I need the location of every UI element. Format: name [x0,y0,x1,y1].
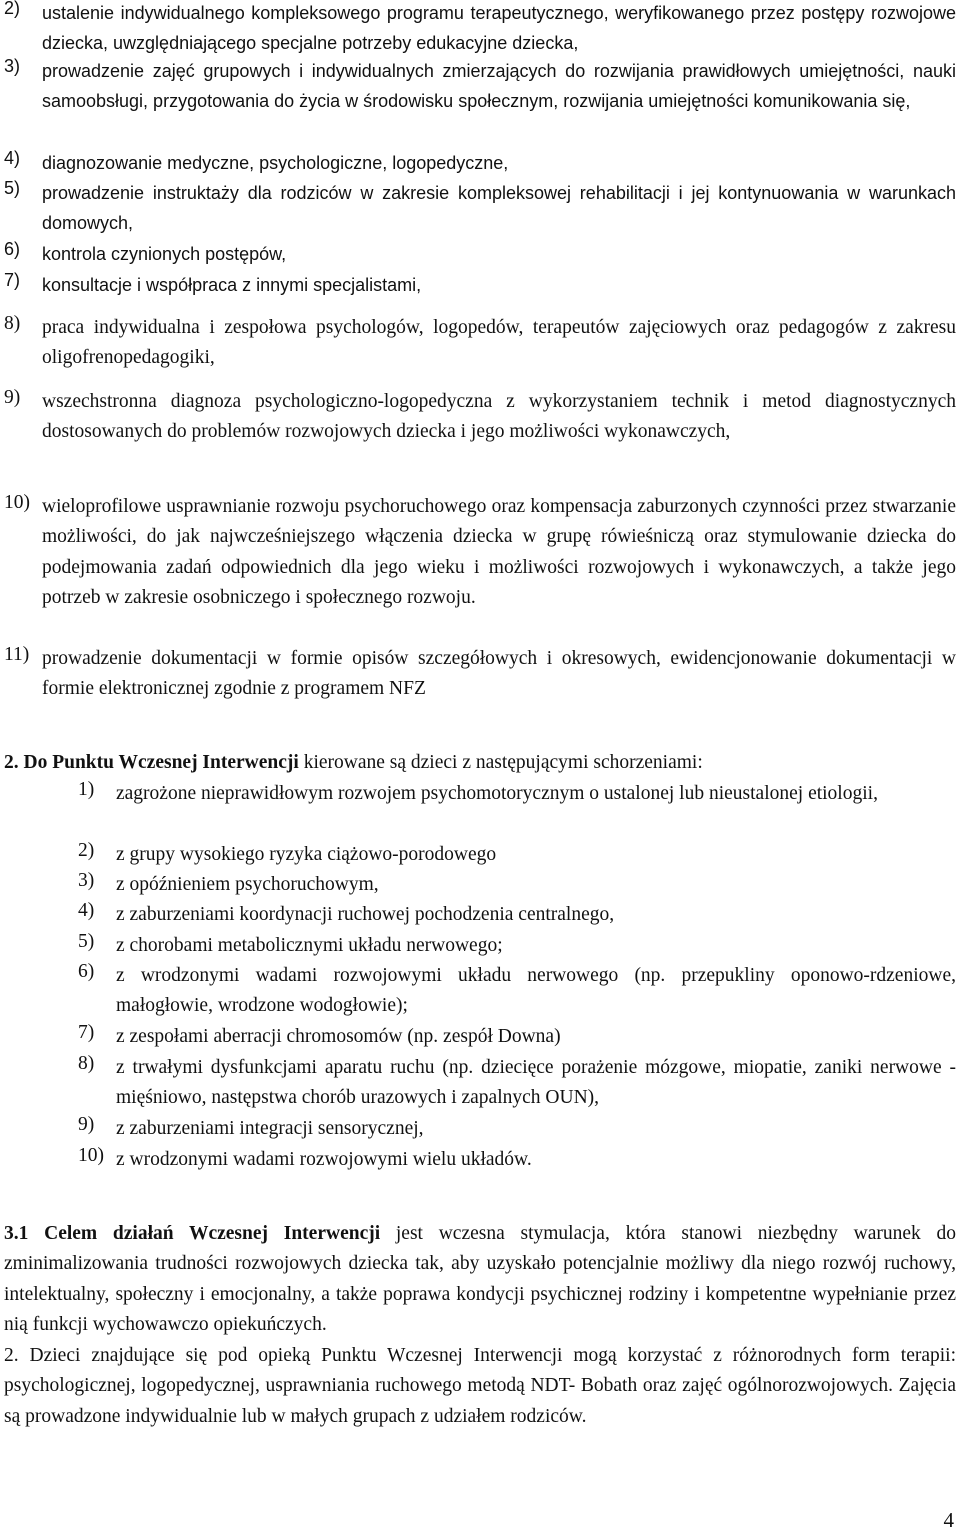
list-item [78,961,956,1022]
list-item-text: zagrożone nieprawidłowym rozwojem psychomotorycznym o ustalonej lub nieustalonej etiologii, [116,783,878,804]
list-item [78,840,956,870]
list-item-text: prowadzenie dokumentacji w formie opisów szczegółowych i okresowych, ewidencjonowanie dokumentacji w formie elektronicznej zgodnie z programem NFZ [42,648,956,700]
list-item [4,270,956,300]
list-item-text: praca indywidualna i zespołowa psychologów, logopedów, terapeutów zajęciowych oraz pedagogów z zakresu oligofrenopedagogiki, [42,317,956,369]
list-item [78,1022,956,1052]
list-item-text: z zaburzeniami integracji sensorycznej, [116,1118,424,1139]
list-item [4,148,956,178]
list-item [78,870,956,900]
list-item-text: z grupy wysokiego ryzyka ciążowo-porodowego [116,844,497,865]
list-item-number: 2) [4,0,21,18]
section3-paragraph-1-text: jest wczesna stymulacja, która stanowi niezbędny warunek do zminimalizowania trudności rozwojowych dziecka tak, aby uzyskało potencjalnie możliwy dla niego rozwój ruchowy, intelektualny, społeczny i emocjonalny, a także poprawa kondycji psychicznej rodziny i kompetentne wypełnianie przez nią funkcji wychowawczo opiekuńczych. [4,1223,957,1336]
list-item [4,0,956,59]
list-item-number: 3) [78,870,95,891]
list-item-number: 7) [4,270,21,290]
section2-heading-title: Do Punktu Wczesnej Interwencji [23,752,299,773]
section3-paragraph-2: 2. Dzieci znajdujące się pod opieką Punktu Wczesnej Interwencji mogą korzystać z różnorodnych form terapii: psychologicznej, logopedycznej, usprawniania ruchowego metodą NDT- Bobath oraz zajęć ogólnorozwojowych. Zajęcia są prowadzone indywidualnie lub w małych grupach z udziałem rodziców. [4,1345,956,1427]
list-item-text: ustalenie indywidualnego kompleksowego programu terapeutycznego, weryfikowanego przez postępy rozwojowe dziecka, uwzględniającego specjalne potrzeby edukacyjne dziecka, [42,3,956,54]
list-item-text: diagnozowanie medyczne, psychologiczne, logopedyczne, [42,153,509,173]
list-item [4,492,956,614]
list-item-number: 6) [4,239,21,259]
section2-heading-text: kierowane są dzieci z następującymi schorzeniami: [303,752,703,773]
list-item [78,1114,956,1144]
list-item-number: 10) [4,492,30,513]
list-item-text: kontrola czynionych postępów, [42,244,287,264]
list-item-text: z zespołami aberracji chromosomów (np. zespół Downa) [116,1026,561,1047]
section2-heading [4,748,956,778]
list-item-number: 4) [4,148,21,168]
list-item-number: 4) [78,900,95,921]
list-item-number: 3) [4,56,21,76]
list-item-text: z zaburzeniami koordynacji ruchowej pochodzenia centralnego, [116,904,615,925]
list-item-text: z opóźnieniem psychoruchowym, [116,874,379,895]
list-item [4,644,956,705]
list-item-text: z chorobami metabolicznymi układu nerwowego; [116,935,503,956]
list-item [78,1053,956,1114]
list-item-text: prowadzenie instruktaży dla rodziców w zakresie kompleksowej rehabilitacji i jej kontynuowania w warunkach domowych, [42,183,956,234]
list-item [78,1145,956,1175]
list-item-text: konsultacje i współpraca z innymi specjalistami, [42,275,422,295]
list-item-number: 7) [78,1022,95,1043]
list-item [4,387,956,448]
section2-heading-number: 2. [4,752,19,773]
section3-paragraph-1 [4,1219,956,1341]
list-item-number: 1) [78,779,95,800]
list-item-text: z wrodzonymi wadami rozwojowymi wielu układów. [116,1149,532,1170]
list-item-text: z wrodzonymi wadami rozwojowymi układu nerwowego (np. przepukliny oponowo-rdzeniowe, małogłowie, wrodzone wodogłowie); [116,965,956,1017]
list-item-number: 8) [78,1053,95,1074]
list-item-number: 2) [78,840,95,861]
section3-heading: 3.1 Celem działań Wczesnej Interwencji [4,1223,381,1244]
list-item-number: 11) [4,644,30,665]
list-item [78,779,956,809]
list-item [78,900,956,930]
page-number: 4 [943,1508,954,1532]
list-item [4,239,956,269]
list-item [4,56,956,117]
list-item-text: wszechstronna diagnoza psychologiczno-logopedyczna z wykorzystaniem technik i metod diagnostycznych dostosowanych do problemów rozwojowych dziecka i jego możliwości wykonawczych, [42,391,956,443]
list-item-number: 5) [4,178,21,198]
list-item [4,178,956,239]
list-item-number: 9) [78,1114,95,1135]
list-item-number: 10) [78,1145,104,1166]
list-item [78,931,956,961]
list-item-number: 5) [78,931,95,952]
list-item-text: prowadzenie zajęć grupowych i indywidualnych zmierzających do rozwijania prawidłowych umiejętności, nauki samoobsługi, przygotowania do życia w środowisku społecznym, rozwijania umiejętności komunikowania się, [42,61,956,112]
list-item-number: 8) [4,313,21,334]
list-item [4,313,956,374]
list-item-number: 6) [78,961,95,982]
list-item-text: wieloprofilowe usprawnianie rozwoju psychoruchowego oraz kompensacja zaburzonych czynności przez stwarzanie możliwości, do jak najwcześniejszego włączenia dziecka w grupę rówieśniczą oraz stymulowanie dziecka do podejmowania zadań odpowiednich dla jego wieku i możliwości rozwojowych i wykonawczych, a także jego potrzeb w zakresie osobniczego i społecznego rozwoju. [42,496,956,609]
list-item-text: z trwałymi dysfunkcjami aparatu ruchu (np. dziecięce porażenie mózgowe, miopatie, zaniki nerwowe - mięśniowo, następstwa chorób urazowych i zapalnych OUN), [116,1057,956,1109]
list-item-number: 9) [4,387,21,408]
